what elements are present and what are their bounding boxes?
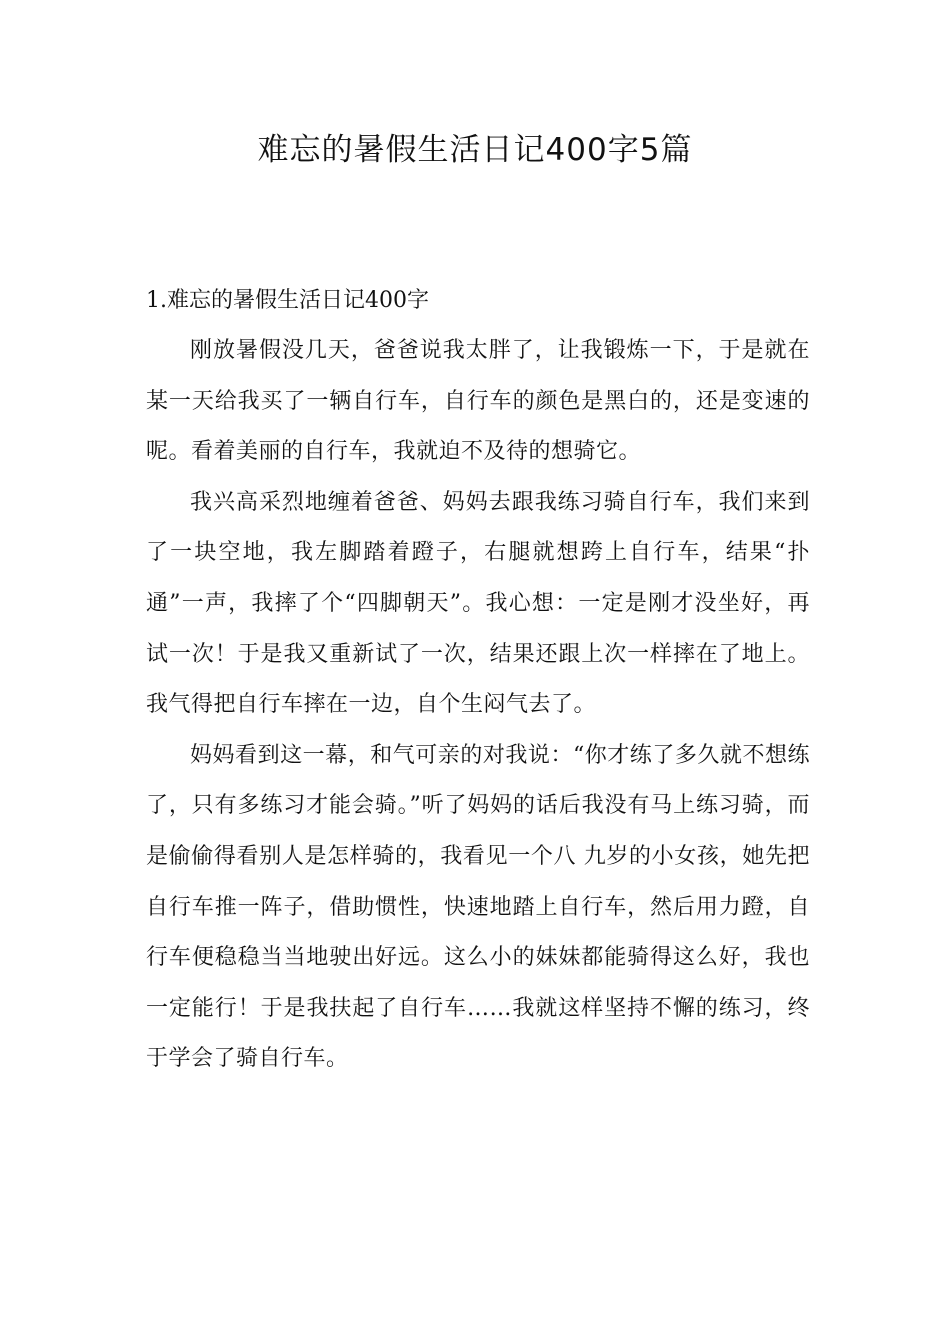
section-heading: 1.难忘的暑假生活日记400字	[146, 288, 429, 313]
paragraph-2: 我兴高采烈地缠着爸爸、妈妈去跟我练习骑自行车，我们来到了一块空地，我左脚踏着蹬子，右腿就想跨上自行车，结果“扑通”一声，我摔了个“四脚朝天”。我心想：一定是刚才没坐好，再试一次！于是我又重新试了一次，结果还跟上次一样摔在了地上。我气得把自行车摔在一边，自个生闷气去了。	[146, 489, 810, 718]
paragraph-1: 刚放暑假没几天，爸爸说我太胖了，让我锻炼一下，于是就在某一天给我买了一辆自行车，自行车的颜色是黑白的，还是变速的呢。看着美丽的自行车，我就迫不及待的想骑它。	[146, 338, 810, 465]
document-title: 难忘的暑假生活日记400字5篇	[257, 132, 693, 168]
document-body	[146, 276, 810, 1085]
paragraph-3: 妈妈看到这一幕，和气可亲的对我说：“你才练了多久就不想练了，只有多练习才能会骑。”听了妈妈的话后我没有马上练习骑，而是偷偷得看别人是怎样骑的，我看见一个八 九岁的小女孩，她先把自行车推一阵子，借助惯性，快速地踏上自行车，然后用力蹬，自行车便稳稳当当地驶出好远。这么小的妹妹都能骑得这么好，我也一定能行！于是我扶起了自行车……我就这样坚持不懈的练习，终于学会了骑自行车。	[146, 742, 810, 1072]
